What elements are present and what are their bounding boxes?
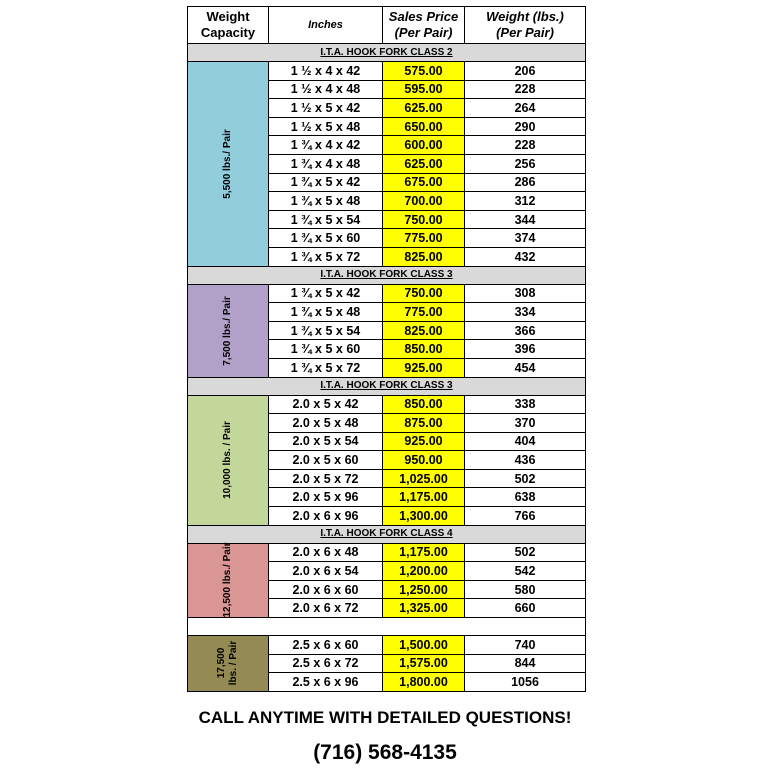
size-cell: 1 ¾ x 4 x 42 xyxy=(269,136,383,155)
size-cell: 1 ¾ x 5 x 72 xyxy=(269,247,383,266)
table-row xyxy=(188,543,586,562)
weight-cell: 290 xyxy=(465,117,586,136)
weight-cell: 370 xyxy=(465,414,586,433)
weight-cell: 404 xyxy=(465,432,586,451)
section-header-row xyxy=(188,525,586,543)
price-cell: 1,500.00 xyxy=(383,636,465,655)
price-cell: 775.00 xyxy=(383,303,465,322)
weight-cell: 436 xyxy=(465,451,586,470)
capacity-cell xyxy=(188,543,269,617)
price-cell: 650.00 xyxy=(383,117,465,136)
size-cell: 2.0 x 5 x 48 xyxy=(269,414,383,433)
section-title: I.T.A. HOOK FORK CLASS 3 xyxy=(188,377,586,395)
weight-cell: 344 xyxy=(465,210,586,229)
capacity-label: 12,500 lbs./ Pair xyxy=(222,542,233,618)
size-cell: 2.0 x 5 x 60 xyxy=(269,451,383,470)
section-header-row xyxy=(188,266,586,284)
size-cell: 1 ¾ x 5 x 48 xyxy=(269,192,383,211)
header-weight-capacity-line2: Capacity xyxy=(200,25,256,40)
header-sales-price-line2: (Per Pair) xyxy=(394,25,453,40)
weight-cell: 228 xyxy=(465,80,586,99)
price-cell: 925.00 xyxy=(383,358,465,377)
price-cell: 1,175.00 xyxy=(383,543,465,562)
price-cell: 595.00 xyxy=(383,80,465,99)
price-cell: 925.00 xyxy=(383,432,465,451)
price-cell: 750.00 xyxy=(383,210,465,229)
weight-cell: 312 xyxy=(465,192,586,211)
price-table-body xyxy=(188,44,586,692)
table-row xyxy=(188,636,586,655)
size-cell: 1 ¾ x 5 x 60 xyxy=(269,229,383,248)
header-weight-capacity-line1: Weight xyxy=(206,9,250,24)
capacity-label: 5,500 lbs./ Pair xyxy=(222,129,233,199)
header-weight-lbs xyxy=(465,7,586,44)
price-cell: 600.00 xyxy=(383,136,465,155)
header-sales-price-line1: Sales Price xyxy=(388,9,459,24)
size-cell: 2.0 x 6 x 48 xyxy=(269,543,383,562)
weight-cell: 308 xyxy=(465,284,586,303)
weight-cell: 502 xyxy=(465,469,586,488)
section-header-row xyxy=(188,618,586,636)
price-cell: 625.00 xyxy=(383,154,465,173)
weight-cell: 1056 xyxy=(465,673,586,692)
price-cell: 1,175.00 xyxy=(383,488,465,507)
size-cell: 2.0 x 6 x 60 xyxy=(269,580,383,599)
weight-cell: 334 xyxy=(465,303,586,322)
size-cell: 2.0 x 6 x 96 xyxy=(269,507,383,526)
capacity-cell xyxy=(188,284,269,377)
weight-cell: 366 xyxy=(465,321,586,340)
price-cell: 675.00 xyxy=(383,173,465,192)
header-weight-capacity xyxy=(188,7,269,44)
header-inches xyxy=(269,7,383,44)
price-cell: 1,300.00 xyxy=(383,507,465,526)
table-row xyxy=(188,395,586,414)
table-row xyxy=(188,62,586,81)
price-cell: 825.00 xyxy=(383,321,465,340)
header-inches-label: Inches xyxy=(308,19,343,31)
section-header-row xyxy=(188,377,586,395)
price-cell: 825.00 xyxy=(383,247,465,266)
price-cell: 750.00 xyxy=(383,284,465,303)
size-cell: 2.0 x 6 x 72 xyxy=(269,599,383,618)
size-cell: 2.5 x 6 x 96 xyxy=(269,673,383,692)
capacity-cell xyxy=(188,636,269,692)
weight-cell: 638 xyxy=(465,488,586,507)
table-row xyxy=(188,284,586,303)
size-cell: 1 ¾ x 5 x 54 xyxy=(269,210,383,229)
size-cell: 1 ½ x 5 x 42 xyxy=(269,99,383,118)
price-cell: 850.00 xyxy=(383,340,465,359)
weight-cell: 542 xyxy=(465,562,586,581)
price-sheet xyxy=(187,6,585,692)
weight-cell: 374 xyxy=(465,229,586,248)
weight-cell: 502 xyxy=(465,543,586,562)
size-cell: 1 ¾ x 5 x 72 xyxy=(269,358,383,377)
size-cell: 1 ½ x 5 x 48 xyxy=(269,117,383,136)
capacity-label: 17,500 lbs. / Pair xyxy=(216,641,239,686)
size-cell: 2.0 x 5 x 42 xyxy=(269,395,383,414)
price-cell: 625.00 xyxy=(383,99,465,118)
size-cell: 1 ¾ x 5 x 60 xyxy=(269,340,383,359)
weight-cell: 396 xyxy=(465,340,586,359)
capacity-label: 10,000 lbs. / Pair xyxy=(222,421,233,499)
size-cell: 2.5 x 6 x 60 xyxy=(269,636,383,655)
size-cell: 2.0 x 6 x 54 xyxy=(269,562,383,581)
size-cell: 2.0 x 5 x 54 xyxy=(269,432,383,451)
size-cell: 2.0 x 5 x 96 xyxy=(269,488,383,507)
weight-cell: 766 xyxy=(465,507,586,526)
section-title: I.T.A. HOOK FORK CLASS 2 xyxy=(188,44,586,62)
header-sales-price xyxy=(383,7,465,44)
price-cell: 950.00 xyxy=(383,451,465,470)
weight-cell: 580 xyxy=(465,580,586,599)
size-cell: 1 ¾ x 5 x 54 xyxy=(269,321,383,340)
header-weight-lbs-line2: (Per Pair) xyxy=(496,25,554,40)
weight-cell: 660 xyxy=(465,599,586,618)
price-cell: 1,325.00 xyxy=(383,599,465,618)
header-weight-lbs-line1: Weight (lbs.) xyxy=(486,9,564,24)
weight-cell: 740 xyxy=(465,636,586,655)
price-cell: 1,575.00 xyxy=(383,654,465,673)
size-cell: 1 ¾ x 5 x 42 xyxy=(269,173,383,192)
phone-number: (716) 568-4135 xyxy=(313,741,457,764)
header-row xyxy=(188,7,586,44)
price-cell: 775.00 xyxy=(383,229,465,248)
price-cell: 1,025.00 xyxy=(383,469,465,488)
section-title: I.T.A. HOOK FORK CLASS 3 xyxy=(188,266,586,284)
price-cell: 700.00 xyxy=(383,192,465,211)
price-cell: 1,200.00 xyxy=(383,562,465,581)
weight-cell: 338 xyxy=(465,395,586,414)
capacity-cell xyxy=(188,62,269,267)
size-cell: 2.5 x 6 x 72 xyxy=(269,654,383,673)
weight-cell: 454 xyxy=(465,358,586,377)
size-cell: 1 ½ x 4 x 48 xyxy=(269,80,383,99)
call-anytime-text: CALL ANYTIME WITH DETAILED QUESTIONS! xyxy=(198,708,572,727)
price-table xyxy=(187,6,586,692)
capacity-cell xyxy=(188,395,269,525)
weight-cell: 286 xyxy=(465,173,586,192)
capacity-label: 7,500 lbs./ Pair xyxy=(222,295,233,366)
weight-cell: 228 xyxy=(465,136,586,155)
weight-cell: 432 xyxy=(465,247,586,266)
size-cell: 1 ¾ x 5 x 42 xyxy=(269,284,383,303)
price-cell: 575.00 xyxy=(383,62,465,81)
size-cell: 1 ¾ x 5 x 48 xyxy=(269,303,383,322)
size-cell: 1 ¾ x 4 x 48 xyxy=(269,154,383,173)
weight-cell: 264 xyxy=(465,99,586,118)
weight-cell: 256 xyxy=(465,154,586,173)
section-title xyxy=(188,618,586,636)
size-cell: 1 ½ x 4 x 42 xyxy=(269,62,383,81)
section-header-row xyxy=(188,44,586,62)
price-cell: 1,250.00 xyxy=(383,580,465,599)
price-cell: 1,800.00 xyxy=(383,673,465,692)
weight-cell: 844 xyxy=(465,654,586,673)
size-cell: 2.0 x 5 x 72 xyxy=(269,469,383,488)
price-cell: 850.00 xyxy=(383,395,465,414)
price-cell: 875.00 xyxy=(383,414,465,433)
weight-cell: 206 xyxy=(465,62,586,81)
section-title: I.T.A. HOOK FORK CLASS 4 xyxy=(188,525,586,543)
